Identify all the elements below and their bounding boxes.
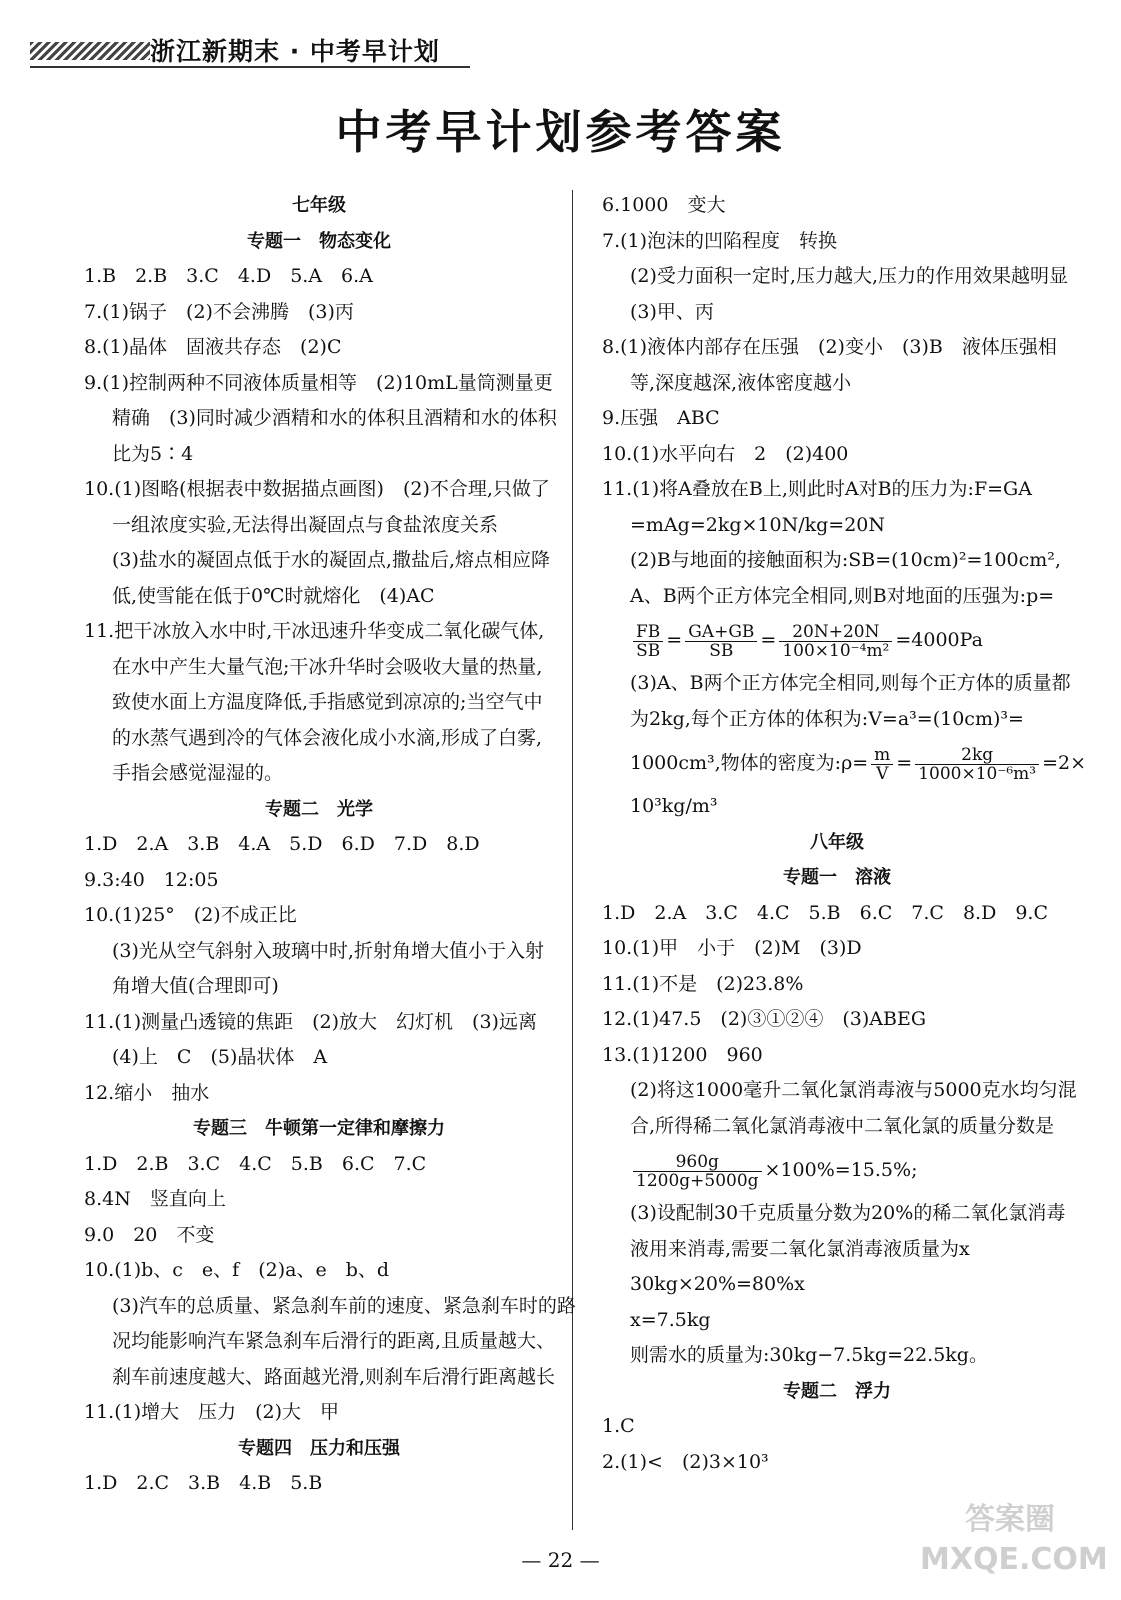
- fraction-denominator: V: [876, 763, 889, 784]
- fraction: [915, 746, 1039, 783]
- page-number: — 22 —: [521, 1548, 600, 1572]
- fraction-denominator: SB: [636, 640, 661, 661]
- section-heading: 专题二 光学: [265, 798, 373, 820]
- answer-line: 10.(1)25° (2)不成正比: [84, 904, 297, 926]
- answer-line: 12.(1)47.5 (2)③①②④ (3)ABEG: [602, 1008, 926, 1030]
- answer-line: 1.D 2.B 3.C 4.C 5.B 6.C 7.C: [84, 1152, 427, 1175]
- answer-line-continued: 手指会感觉湿湿的。: [112, 762, 284, 784]
- answer-line: 11.(1)将A叠放在B上,则此时A对B的压力为:F=GA: [602, 478, 1032, 500]
- answer-line: 8.(1)液体内部存在压强 (2)变小 (3)B 液体压强相: [602, 336, 1057, 358]
- fraction: [871, 746, 893, 783]
- answer-line: 9.(1)控制两种不同液体质量相等 (2)10mL量筒测量更: [84, 371, 553, 394]
- answer-line: 10.(1)b、c e、f (2)a、e b、d: [84, 1259, 390, 1281]
- section-heading: 专题一 物态变化: [247, 230, 391, 252]
- equation-line: [602, 737, 1087, 789]
- right-column: [602, 188, 1087, 1480]
- answer-line-continued: (3)汽车的总质量、紧急刹车前的速度、紧急刹车时的路: [112, 1294, 576, 1317]
- equation-line: [602, 1144, 1072, 1196]
- answer-line-continued: (3)盐水的凝固点低于水的凝固点,撒盐后,熔点相应降: [112, 549, 550, 571]
- answer-line-continued: (3)光从空气斜射入玻璃中时,折射角增大值小于入射: [112, 939, 544, 962]
- answer-line-continued: 比为5∶4: [112, 442, 194, 465]
- answer-line-continued: 合,所得稀二氧化氯消毒液中二氧化氯的质量分数是: [630, 1114, 1055, 1137]
- equals-sign: =: [896, 752, 913, 774]
- answer-line: 12.缩小 抽水: [84, 1081, 210, 1104]
- fraction-denominator: 100×10⁻⁴m²: [782, 640, 890, 661]
- running-header: [0, 28, 1121, 78]
- answer-line: 10.(1)水平向右 2 (2)400: [602, 442, 849, 465]
- answer-line-continued: (2)将这1000毫升二氧化氯消毒液与5000克水均匀混: [630, 1079, 1077, 1101]
- answer-line-continued: (2)受力面积一定时,压力越大,压力的作用效果越明显: [630, 265, 1068, 287]
- answer-line: 1.D 2.A 3.B 4.A 5.D 6.D 7.D 8.D: [84, 833, 480, 855]
- answer-line-continued: =mAg=2kg×10N/kg=20N: [630, 513, 886, 536]
- section-heading: 七年级: [292, 195, 346, 216]
- answer-line: 9.压强 ABC: [602, 407, 720, 429]
- answer-line: 11.(1)不是 (2)23.8%: [602, 972, 804, 995]
- equation-line: [602, 614, 1072, 666]
- answer-line: 11.(1)测量凸透镜的焦距 (2)放大 幻灯机 (3)远离: [84, 1010, 537, 1033]
- fraction-numerator: 2kg: [915, 746, 1039, 765]
- fraction: [779, 623, 892, 660]
- answer-line-continued: 10³kg/m³: [630, 795, 718, 817]
- answer-line: 8.(1)晶体 固液共存态 (2)C: [84, 336, 342, 358]
- section-heading: 专题四 压力和压强: [238, 1437, 400, 1459]
- fraction: [633, 623, 663, 660]
- answer-line-continued: 液用来消毒,需要二氧化氯消毒液质量为x: [630, 1237, 970, 1260]
- answer-line: 7.(1)泡沫的凹陷程度 转换: [602, 229, 838, 252]
- section-heading: 八年级: [810, 831, 864, 853]
- answer-line-continued: 30kg×20%=80%x: [630, 1273, 805, 1295]
- answer-line: 7.(1)锅子 (2)不会沸腾 (3)丙: [84, 300, 354, 323]
- fraction: [633, 1153, 762, 1190]
- answer-line-continued: 等,深度越深,液体密度越小: [630, 371, 852, 394]
- answer-line: 2.(1)< (2)3×10³: [602, 1450, 769, 1473]
- answer-line-continued: 致使水面上方温度降低,手指感觉到凉凉的;当空气中: [112, 691, 543, 713]
- watermark-logo: 答案圈 MXQE.COM: [920, 1502, 1108, 1577]
- fraction-numerator: 20N+20N: [779, 623, 892, 642]
- fraction-numerator: m: [871, 746, 893, 765]
- header-rule: [30, 66, 470, 68]
- left-column: [84, 188, 576, 1502]
- answer-line: 1.C: [602, 1415, 635, 1437]
- fraction: [685, 623, 757, 660]
- answer-line-continued: x=7.5kg: [630, 1308, 711, 1331]
- answer-line: 9.3:40 12:05: [84, 868, 219, 891]
- answer-line: 13.(1)1200 960: [602, 1043, 763, 1066]
- column-divider: [572, 190, 573, 1530]
- header-stripe-decoration: [30, 42, 150, 60]
- answer-line-continued: 况均能影响汽车紧急刹车后滑行的距离,且质量越大、: [112, 1330, 556, 1352]
- fraction-denominator: SB: [709, 640, 734, 661]
- equation-result: ×100%=15.5%;: [764, 1159, 918, 1181]
- equation-result: =4000Pa: [895, 629, 983, 651]
- answer-line-continued: (3)A、B两个正方体完全相同,则每个正方体的质量都: [630, 672, 1071, 694]
- page-title: 中考早计划参考答案: [335, 105, 786, 159]
- answer-line: 10.(1)图略(根据表中数据描点画图) (2)不合理,只做了: [84, 478, 550, 500]
- answer-line-continued: (3)设配制30千克质量分数为20%的稀二氧化氯消毒: [630, 1202, 1066, 1224]
- fraction-denominator: 1000×10⁻⁶m³: [918, 763, 1037, 784]
- equals-sign: =: [666, 629, 683, 651]
- answer-line-continued: 则需水的质量为:30kg−7.5kg=22.5kg。: [630, 1344, 988, 1366]
- answer-line: 11.(1)增大 压力 (2)大 甲: [84, 1401, 340, 1423]
- answer-line-continued: (2)B与地面的接触面积为:SB=(10cm)²=100cm²,: [630, 549, 1061, 571]
- fraction-denominator: 1200g+5000g: [636, 1170, 759, 1191]
- fraction-numerator: GA+GB: [685, 623, 757, 642]
- fraction-numerator: 960g: [633, 1153, 762, 1172]
- answer-line: 6.1000 变大: [602, 194, 726, 216]
- answer-line-continued: A、B两个正方体完全相同,则B对地面的压强为:p=: [630, 584, 1055, 607]
- answer-line-continued: (4)上 C (5)晶状体 A: [112, 1046, 328, 1068]
- answer-line-continued: 角增大值(合理即可): [112, 975, 279, 997]
- answer-line-continued: 刹车前速度越大、路面越光滑,则刹车后滑行距离越长: [112, 1365, 556, 1388]
- fraction-numerator: FB: [633, 623, 663, 642]
- answer-line: 11.把干冰放入水中时,干冰迅速升华变成二氧化碳气体,: [84, 620, 545, 642]
- answer-line: 9.0 20 不变: [84, 1223, 215, 1246]
- answer-line-continued: (3)甲、丙: [630, 300, 714, 323]
- answer-line-continued: 低,使雪能在低于0℃时就熔化 (4)AC: [112, 584, 435, 607]
- equation-prefix: 1000cm³,物体的密度为:ρ=: [630, 752, 869, 774]
- answer-line-continued: 精确 (3)同时减少酒精和水的体积且酒精和水的体积: [112, 407, 557, 429]
- equals-sign: =: [760, 629, 777, 651]
- answer-line-continued: 为2kg,每个正方体的体积为:V=a³=(10cm)³=: [630, 707, 1024, 730]
- section-heading: 专题二 浮力: [783, 1380, 891, 1402]
- answer-line: 1.D 2.A 3.C 4.C 5.B 6.C 7.C 8.D 9.C: [602, 901, 1048, 924]
- equation-result: =2×: [1042, 752, 1087, 774]
- answer-line: 10.(1)甲 小于 (2)M (3)D: [602, 937, 862, 959]
- answer-line-continued: 的水蒸气遇到冷的气体会液化成小水滴,形成了白雾,: [112, 726, 543, 749]
- section-heading: 专题三 牛顿第一定律和摩擦力: [193, 1118, 445, 1139]
- section-heading: 专题一 溶液: [783, 867, 891, 888]
- answer-line: 1.D 2.C 3.B 4.B 5.B: [84, 1472, 323, 1494]
- header-title: 浙江新期末 · 中考早计划: [150, 37, 440, 66]
- answer-line: 8.4N 竖直向上: [84, 1188, 226, 1210]
- answer-line-continued: 在水中产生大量气泡;干冰升华时会吸收大量的热量,: [112, 655, 543, 678]
- answer-line-continued: 一组浓度实验,无法得出凝固点与食盐浓度关系: [112, 513, 499, 536]
- answer-line: 1.B 2.B 3.C 4.D 5.A 6.A: [84, 265, 373, 287]
